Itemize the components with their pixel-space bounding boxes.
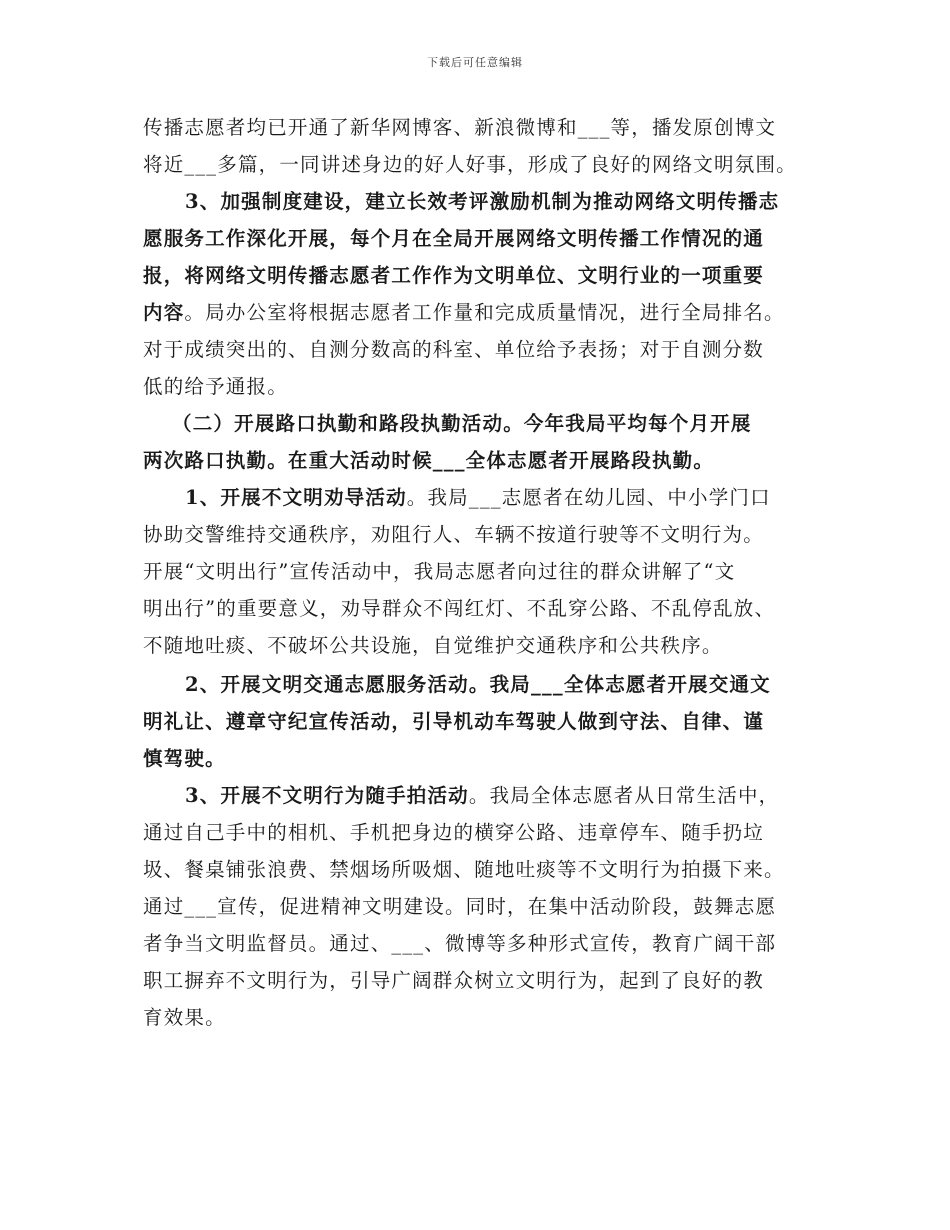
body-line: 对于成绩突出的、自测分数高的科室、单位给予表扬；对于自测分数 [143,338,765,361]
body-line-mixed [185,486,771,510]
section-heading: 两次路口执勤。在重大活动时候___全体志愿者开展路段执勤。 [143,449,715,472]
inline-bold: 1、开展不文明劝导活动 [185,486,407,509]
body-line-heading: 3、加强制度建设，建立长效考评激励机制为推动网络文明传播志 [185,190,780,213]
body-line: 职工摒弃不文明行为，引导广阔群众树立文明行为，起到了良好的教 [143,969,765,992]
body-line: 将近___多篇，一同讲述身边的好人好事，形成了良好的网络文明氛围。 [143,153,797,176]
body-line: 低的给予通报。 [143,375,288,398]
body-line: 通过自己手中的相机、手机把身边的横穿公路、违章停车、随手扔垃 [143,821,765,844]
body-line: 育效果。 [143,1006,226,1029]
page-header: 下载后可任意编辑 [427,56,523,69]
inline-bold: 内容 [143,301,185,324]
body-line: 通过___宣传，促进精神文明建设。同时，在集中活动阶段，鼓舞志愿 [143,895,777,918]
body-line: 不随地吐痰、不破坏公共设施，自觉维护交通秩序和公共秩序。 [143,634,723,657]
body-line-heading: 愿服务工作深化开展，每个月在全局开展网络文明传播工作情况的通 [143,227,765,250]
body-line-heading: 明礼让、遵章守纪宣传活动，引导机动车驾驶人做到守法、自律、谨 [143,710,765,733]
body-line-mixed [185,784,779,808]
body-line: 圾、餐桌铺张浪费、禁烟场所吸烟、随地吐痰等不文明行为拍摄下来。 [143,858,785,881]
inline-text: 。我局___志愿者在幼儿园、中小学门口 [406,486,771,509]
section-heading: （二）开展路口执勤和路段执勤活动。今年我局平均每个月开展 [172,412,752,435]
body-line-mixed [143,301,785,325]
body-line-heading: 慎驾驶。 [143,747,226,770]
body-line: 协助交警维持交通秩序，劝阻行人、车辆不按道行驶等不文明行为。 [143,523,765,546]
inline-text: 。局办公室将根据志愿者工作量和完成质量情况，进行全局排名。 [184,301,785,324]
inline-text: 。我局全体志愿者从日常生活中， [468,784,780,807]
body-line: 开展“文明出行”宣传活动中，我局志愿者向过往的群众讲解了“文 [143,560,736,583]
body-line: 明出行”的重要意义，劝导群众不闯红灯、不乱穿公路、不乱停乱放、 [143,597,776,620]
inline-bold: 3、开展不文明行为随手拍活动 [185,784,469,807]
body-line-heading: 2、开展文明交通志愿服务活动。我局___全体志愿者开展交通文 [185,673,771,696]
body-line-heading: 报，将网络文明传播志愿者工作作为文明单位、文明行业的一项重要 [143,264,765,287]
body-line: 者争当文明监督员。通过、___、微博等多种形式宣传，教育广阔干部 [143,932,777,955]
body-line: 传播志愿者均已开通了新华网博客、新浪微博和___等，播发原创博文 [143,116,777,139]
